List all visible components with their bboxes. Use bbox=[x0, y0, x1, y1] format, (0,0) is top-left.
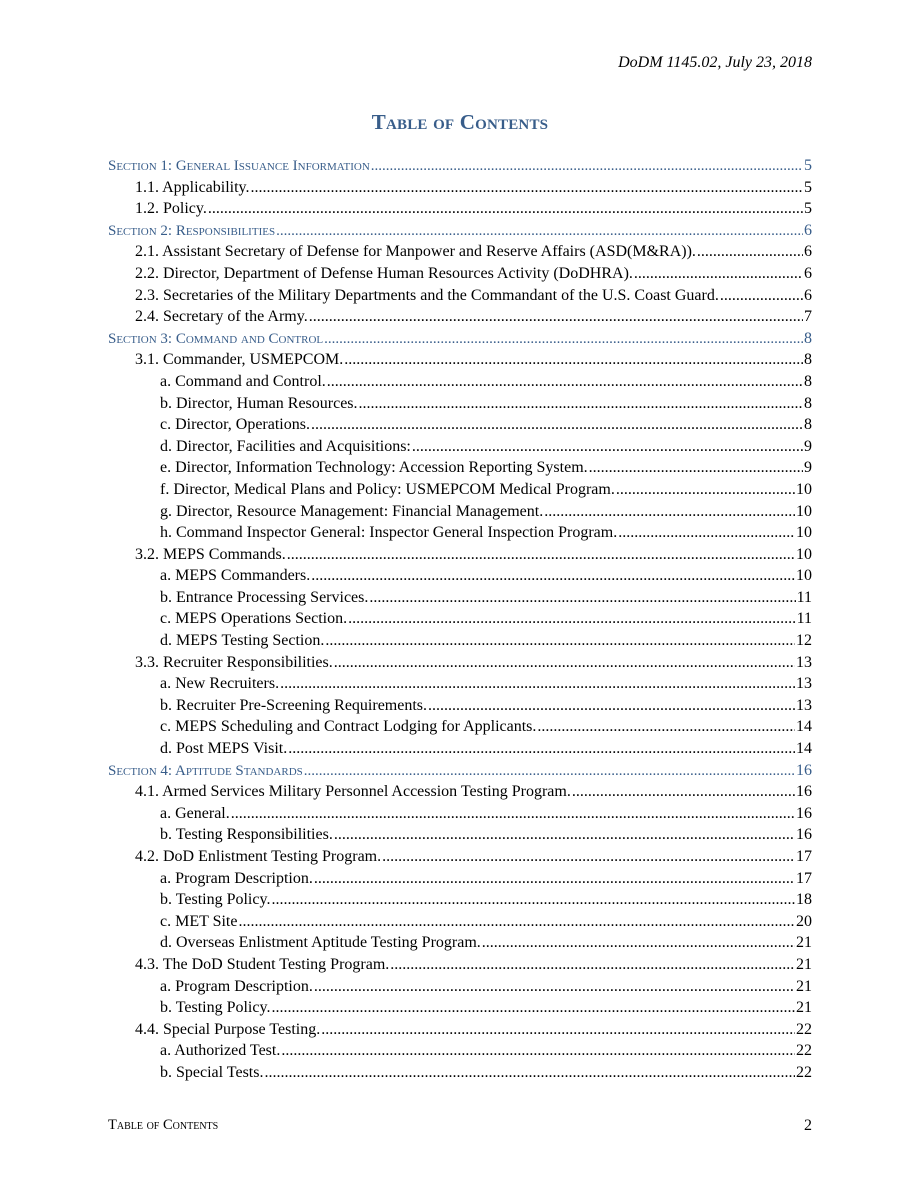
toc-entry-label: 3.3. Recruiter Responsibilities. bbox=[135, 653, 333, 671]
toc-dot-leader bbox=[369, 587, 795, 609]
toc-page-number: 11 bbox=[796, 610, 812, 628]
toc-dot-leader bbox=[348, 608, 796, 630]
toc-dot-leader bbox=[325, 630, 795, 652]
toc-entry-label: Section 1: General Issuance Information bbox=[108, 158, 370, 174]
toc-page-number: 13 bbox=[796, 653, 812, 671]
toc-dot-leader bbox=[344, 349, 803, 371]
toc-page-number: 20 bbox=[796, 912, 812, 930]
footer-page-number: 2 bbox=[804, 1117, 812, 1134]
toc-page-number: 18 bbox=[796, 891, 812, 909]
toc-entry-link[interactable] bbox=[108, 932, 812, 954]
toc-entry-label: c. MEPS Operations Section. bbox=[160, 610, 348, 628]
toc-dot-leader bbox=[334, 652, 795, 674]
toc-entry-link[interactable] bbox=[108, 630, 812, 652]
toc-entry-label: 2.4. Secretary of the Army. bbox=[135, 308, 308, 326]
toc-section-link[interactable] bbox=[108, 760, 812, 782]
toc-entry-label: f. Director, Medical Plans and Policy: USMEPCOM Medical Program. bbox=[160, 480, 615, 498]
toc-entry-link[interactable] bbox=[108, 716, 812, 738]
toc-entry-label: a. Authorized Test. bbox=[160, 1042, 281, 1060]
toc-entry-link[interactable] bbox=[108, 652, 812, 674]
toc-entry-link[interactable] bbox=[108, 436, 812, 458]
toc-entry-link[interactable] bbox=[108, 457, 812, 479]
toc-entry-label: a. New Recruiters. bbox=[160, 675, 280, 693]
toc-entry-label: d. Post MEPS Visit. bbox=[160, 740, 288, 758]
toc-page-number: 10 bbox=[796, 567, 812, 585]
toc-entry-link[interactable] bbox=[108, 673, 812, 695]
toc-dot-leader bbox=[281, 1040, 795, 1062]
toc-entry-label: 1.2. Policy. bbox=[135, 200, 207, 218]
toc-dot-leader bbox=[390, 954, 795, 976]
toc-entry-link[interactable] bbox=[108, 608, 812, 630]
toc-entry-label: 4.4. Special Purpose Testing. bbox=[135, 1020, 321, 1038]
toc-page-number: 6 bbox=[804, 286, 812, 304]
toc-page-number: 8 bbox=[804, 394, 812, 412]
toc-dot-leader bbox=[589, 457, 803, 479]
toc-entry-link[interactable] bbox=[108, 306, 812, 328]
toc-entry-label: 4.1. Armed Services Military Personnel Accession Testing Program. bbox=[135, 783, 571, 801]
toc-page-number: 16 bbox=[796, 783, 812, 801]
toc-entry-link[interactable] bbox=[108, 1040, 812, 1062]
toc-page-number: 9 bbox=[804, 459, 812, 477]
toc-entry-label: 3.2. MEPS Commands. bbox=[135, 545, 286, 563]
toc-page-number: 22 bbox=[796, 1020, 812, 1038]
toc-dot-leader bbox=[311, 414, 803, 436]
toc-dot-leader bbox=[371, 156, 803, 177]
toc-entry-label: b. Entrance Processing Services. bbox=[160, 588, 369, 606]
toc-dot-leader bbox=[324, 329, 803, 350]
toc-entry-label: a. Command and Control. bbox=[160, 372, 326, 390]
table-of-contents bbox=[108, 155, 812, 1084]
toc-dot-leader bbox=[309, 306, 803, 328]
toc-entry-link[interactable] bbox=[108, 1062, 812, 1084]
toc-entry-label: a. General. bbox=[160, 804, 230, 822]
toc-dot-leader bbox=[251, 177, 803, 199]
toc-entry-label: 1.1. Applicability. bbox=[135, 178, 250, 196]
toc-dot-leader bbox=[314, 868, 795, 890]
toc-entry-link[interactable] bbox=[108, 976, 812, 998]
toc-entry-link[interactable] bbox=[108, 803, 812, 825]
toc-entry-label: a. Program Description. bbox=[160, 977, 313, 995]
toc-dot-leader bbox=[276, 221, 803, 242]
toc-page-number: 6 bbox=[804, 264, 812, 282]
toc-entry-link[interactable] bbox=[108, 349, 812, 371]
toc-entry-link[interactable] bbox=[108, 565, 812, 587]
toc-dot-leader bbox=[334, 824, 795, 846]
toc-page-number: 5 bbox=[804, 157, 812, 174]
toc-entry-label: a. MEPS Commanders. bbox=[160, 567, 311, 585]
toc-page-number: 8 bbox=[804, 329, 812, 347]
toc-entry-label: 2.3. Secretaries of the Military Departments and the Commandant of the U.S. Coast Guard. bbox=[135, 286, 719, 304]
toc-entry-link[interactable] bbox=[108, 738, 812, 760]
toc-dot-leader bbox=[321, 1019, 795, 1041]
toc-entry-link[interactable] bbox=[108, 393, 812, 415]
toc-entry-label: b. Testing Policy. bbox=[160, 891, 271, 909]
toc-page-number: 8 bbox=[804, 372, 812, 390]
toc-dot-leader bbox=[616, 479, 795, 501]
toc-page-number: 5 bbox=[804, 200, 812, 218]
toc-page-number: 16 bbox=[796, 761, 812, 779]
toc-entry-label: a. Program Description. bbox=[160, 869, 313, 887]
toc-entry-label: h. Command Inspector General: Inspector General Inspection Program. bbox=[160, 524, 618, 542]
toc-dot-leader bbox=[544, 501, 795, 523]
toc-entry-link[interactable] bbox=[108, 501, 812, 523]
toc-page-number: 14 bbox=[796, 718, 812, 736]
toc-entry-label: d. Director, Facilities and Acquisitions: bbox=[160, 437, 411, 455]
toc-entry-link[interactable] bbox=[108, 695, 812, 717]
toc-dot-leader bbox=[537, 716, 795, 738]
toc-dot-leader bbox=[288, 738, 795, 760]
toc-dot-leader bbox=[720, 285, 803, 307]
toc-entry-label: g. Director, Resource Management: Financial Management. bbox=[160, 502, 544, 520]
toc-page-number: 16 bbox=[796, 804, 812, 822]
toc-section-link[interactable] bbox=[108, 328, 812, 350]
toc-entry-label: Section 2: Responsibilities bbox=[108, 222, 276, 239]
toc-entry-label: b. Testing Responsibilities. bbox=[160, 826, 333, 844]
toc-page-number: 10 bbox=[796, 545, 812, 563]
toc-page-number: 13 bbox=[796, 675, 812, 693]
toc-entry-label: b. Recruiter Pre-Screening Requirements. bbox=[160, 696, 428, 714]
toc-dot-leader bbox=[208, 198, 803, 220]
toc-page-number: 9 bbox=[804, 437, 812, 455]
toc-entry-link[interactable] bbox=[108, 177, 812, 199]
toc-dot-leader bbox=[697, 241, 803, 263]
toc-entry-link[interactable] bbox=[108, 889, 812, 911]
toc-entry-link[interactable] bbox=[108, 954, 812, 976]
toc-entry-label: d. Overseas Enlistment Aptitude Testing Program. bbox=[160, 934, 481, 952]
toc-dot-leader bbox=[618, 522, 795, 544]
toc-entry-label: c. MEPS Scheduling and Contract Lodging for Applicants. bbox=[160, 718, 537, 736]
toc-entry-label: e. Director, Information Technology: Accession Reporting System. bbox=[160, 459, 588, 477]
toc-dot-leader bbox=[287, 544, 795, 566]
toc-page-number: 21 bbox=[796, 934, 812, 952]
toc-page-number: 8 bbox=[804, 351, 812, 369]
toc-entry-label: 2.1. Assistant Secretary of Defense for Manpower and Reserve Affairs (ASD(M&RA)). bbox=[135, 243, 696, 261]
toc-page-number: 10 bbox=[796, 524, 812, 542]
toc-page-number: 21 bbox=[796, 999, 812, 1017]
toc-dot-leader bbox=[314, 976, 795, 998]
toc-page-number: 17 bbox=[796, 848, 812, 865]
toc-entry-label: 4.2. DoD Enlistment Testing Program. bbox=[135, 848, 382, 865]
toc-dot-leader bbox=[428, 695, 795, 717]
toc-entry-link[interactable] bbox=[108, 198, 812, 220]
toc-dot-leader bbox=[231, 803, 795, 825]
toc-page-number: 11 bbox=[796, 588, 812, 606]
toc-entry-link[interactable] bbox=[108, 997, 812, 1019]
toc-entry-label: 3.1. Commander, USMEPCOM. bbox=[135, 351, 344, 369]
toc-page-number: 5 bbox=[804, 178, 812, 196]
toc-page-number: 10 bbox=[796, 502, 812, 520]
toc-page-number: 7 bbox=[804, 308, 812, 326]
toc-dot-leader bbox=[304, 761, 795, 782]
toc-entry-link[interactable] bbox=[108, 479, 812, 501]
toc-dot-leader bbox=[271, 997, 795, 1019]
toc-entry-label: Section 4: Aptitude Standards bbox=[108, 762, 303, 779]
toc-page-number: 6 bbox=[804, 243, 812, 261]
toc-dot-leader bbox=[280, 673, 795, 695]
document-reference: DoDM 1145.02, July 23, 2018 bbox=[618, 54, 812, 71]
toc-page-number: 6 bbox=[804, 221, 812, 239]
toc-entry-link[interactable] bbox=[108, 1019, 812, 1041]
toc-page-number: 10 bbox=[796, 480, 812, 498]
toc-entry-link[interactable] bbox=[108, 824, 812, 846]
toc-entry-label: b. Testing Policy. bbox=[160, 999, 271, 1017]
toc-entry-label: b. Director, Human Resources. bbox=[160, 394, 358, 412]
toc-page-number: 22 bbox=[796, 1063, 812, 1081]
toc-dot-leader bbox=[359, 393, 803, 415]
toc-entry-link[interactable] bbox=[108, 587, 812, 609]
toc-page-number: 21 bbox=[796, 955, 812, 973]
toc-section-link[interactable] bbox=[108, 220, 812, 242]
page-title: Table of Contents bbox=[371, 110, 549, 134]
toc-dot-leader bbox=[572, 781, 795, 803]
toc-page-number: 22 bbox=[796, 1042, 812, 1060]
toc-page-number: 17 bbox=[796, 869, 812, 887]
toc-entry-link[interactable] bbox=[108, 371, 812, 393]
toc-entry-link[interactable] bbox=[108, 522, 812, 544]
toc-entry-link[interactable] bbox=[108, 868, 812, 890]
toc-dot-leader bbox=[482, 932, 795, 954]
toc-page-number: 8 bbox=[804, 416, 812, 434]
footer-section-title: Table of Contents bbox=[108, 1117, 219, 1133]
toc-entry-label: 2.2. Director, Department of Defense Human Resources Activity (DoDHRA). bbox=[135, 264, 633, 282]
toc-entry-link[interactable] bbox=[108, 263, 812, 285]
toc-entry-link[interactable] bbox=[108, 781, 812, 803]
toc-entry-link[interactable] bbox=[108, 241, 812, 263]
toc-entry-link[interactable] bbox=[108, 911, 812, 933]
toc-dot-leader bbox=[311, 565, 795, 587]
toc-entry-link[interactable] bbox=[108, 846, 812, 868]
toc-dot-leader bbox=[382, 846, 795, 868]
toc-page-number: 13 bbox=[796, 696, 812, 714]
toc-entry-link[interactable] bbox=[108, 285, 812, 307]
toc-dot-leader bbox=[238, 911, 795, 933]
toc-page-number: 12 bbox=[796, 632, 812, 650]
toc-dot-leader bbox=[634, 263, 803, 285]
toc-dot-leader bbox=[327, 371, 803, 393]
toc-entry-link[interactable] bbox=[108, 414, 812, 436]
toc-page-number: 21 bbox=[796, 977, 812, 995]
toc-entry-label: 4.3. The DoD Student Testing Program. bbox=[135, 955, 390, 973]
toc-entry-label: b. Special Tests. bbox=[160, 1063, 264, 1081]
toc-entry-link[interactable] bbox=[108, 544, 812, 566]
toc-page-number: 16 bbox=[796, 826, 812, 844]
toc-dot-leader bbox=[412, 436, 803, 458]
toc-dot-leader bbox=[271, 889, 795, 911]
toc-entry-label: d. MEPS Testing Section. bbox=[160, 632, 325, 650]
toc-entry-label: Section 3: Command and Control bbox=[108, 330, 324, 347]
toc-entry-label: c. MET Site bbox=[160, 912, 238, 930]
toc-dot-leader bbox=[264, 1062, 795, 1084]
toc-section-link[interactable] bbox=[108, 155, 812, 177]
toc-page-number: 14 bbox=[796, 740, 812, 758]
toc-entry-label: c. Director, Operations. bbox=[160, 416, 310, 434]
